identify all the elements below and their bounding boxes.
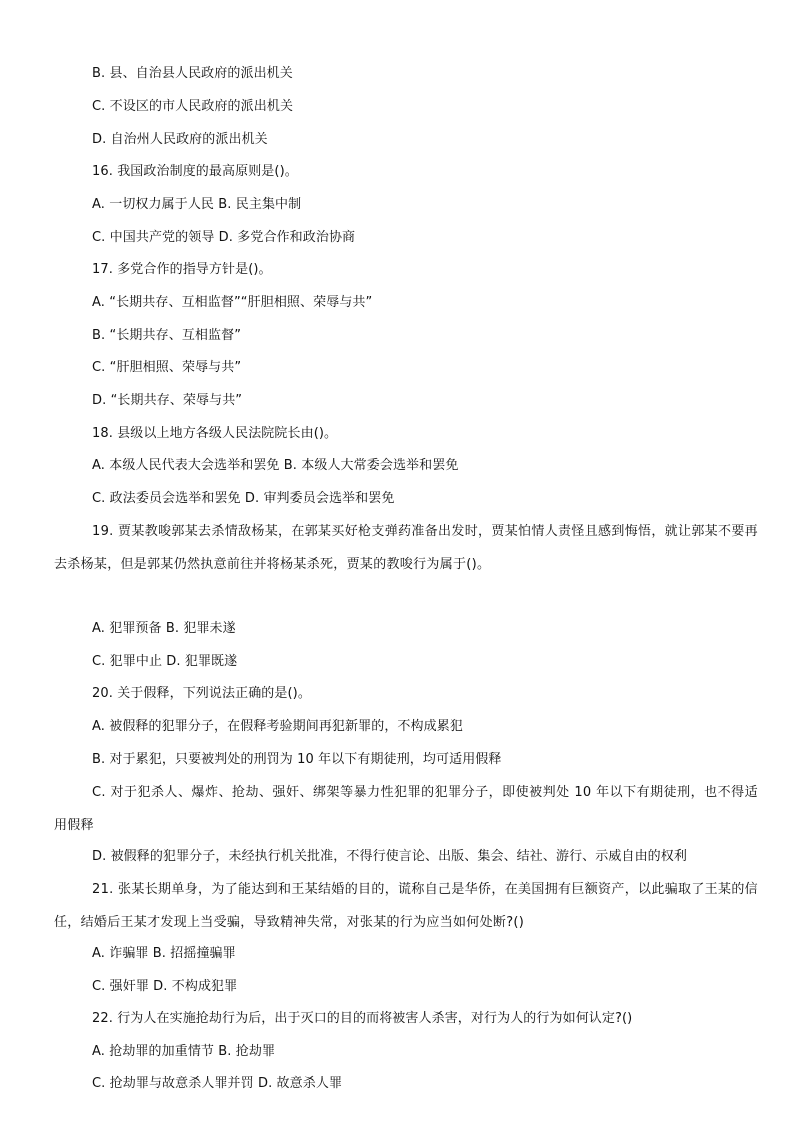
options-16-ab: A. 一切权力属于人民 B. 民主集中制	[92, 197, 302, 212]
options-19-ab: A. 犯罪预备 B. 犯罪未遂	[92, 621, 236, 636]
option-15c: C. 不设区的市人民政府的派出机关	[92, 99, 294, 114]
option-20d: D. 被假释的犯罪分子，未经执行机关批准，不得行使言论、出版、集会、结社、游行、示威自由的权利	[92, 849, 687, 864]
question-20: 20. 关于假释，下列说法正确的是()。	[92, 686, 311, 701]
options-22-ab: A. 抢劫罪的加重情节 B. 抢劫罪	[92, 1044, 276, 1059]
options-21-ab: A. 诈骗罪 B. 招摇撞骗罪	[92, 946, 236, 961]
option-17d: D. “长期共存、荣辱与共”	[92, 393, 243, 408]
options-18-ab: A. 本级人民代表大会选举和罢免 B. 本级人大常委会选举和罢免	[92, 458, 459, 473]
options-16-cd: C. 中国共产党的领导 D. 多党合作和政治协商	[92, 230, 356, 245]
option-20a: A. 被假释的犯罪分子，在假释考验期间再犯新罪的，不构成累犯	[92, 719, 463, 734]
options-19-cd: C. 犯罪中止 D. 犯罪既遂	[92, 654, 238, 669]
question-22: 22. 行为人在实施抢劫行为后，出于灭口的目的而将被害人杀害，对行为人的行为如何认定?()	[92, 1011, 633, 1026]
option-17b: B. “长期共存、互相监督”	[92, 328, 242, 343]
option-15b: B. 县、自治县人民政府的派出机关	[92, 66, 293, 81]
options-21-cd: C. 强奸罪 D. 不构成犯罪	[92, 979, 238, 994]
option-20b: B. 对于累犯，只要被判处的刑罚为 10 年以下有期徒刑，均可适用假释	[92, 752, 502, 767]
option-17c: C. “肝胆相照、荣辱与共”	[92, 360, 242, 375]
option-15d: D. 自治州人民政府的派出机关	[92, 132, 268, 147]
options-22-cd: C. 抢劫罪与故意杀人罪并罚 D. 故意杀人罪	[92, 1076, 343, 1091]
question-16: 16. 我国政治制度的最高原则是()。	[92, 164, 298, 179]
question-19: 19. 贾某教唆郭某去杀情敌杨某，在郭某买好枪支弹药准备出发时，贾某怕情人责怪且感到悔悟，就让郭某不要再去杀杨某，但是郭某仍然执意前往并将杨某杀死，贾某的教唆行为属于()。	[54, 524, 758, 572]
option-20c: C. 对于犯杀人、爆炸、抢劫、强奸、绑架等暴力性犯罪的犯罪分子，即使被判处 10 年以下有期徒刑，也不得适用假释	[54, 785, 758, 833]
question-17: 17. 多党合作的指导方针是()。	[92, 262, 272, 277]
options-18-cd: C. 政法委员会选举和罢免 D. 审判委员会选举和罢免	[92, 491, 395, 506]
question-21: 21. 张某长期单身，为了能达到和王某结婚的目的，谎称自己是华侨，在美国拥有巨额资产，以此骗取了王某的信任，结婚后王某才发现上当受骗，导致精神失常，对张某的行为应当如何处断?()	[54, 882, 758, 930]
option-17a: A. “长期共存、互相监督”“肝胆相照、荣辱与共”	[92, 295, 373, 310]
question-18: 18. 县级以上地方各级人民法院院长由()。	[92, 426, 338, 441]
